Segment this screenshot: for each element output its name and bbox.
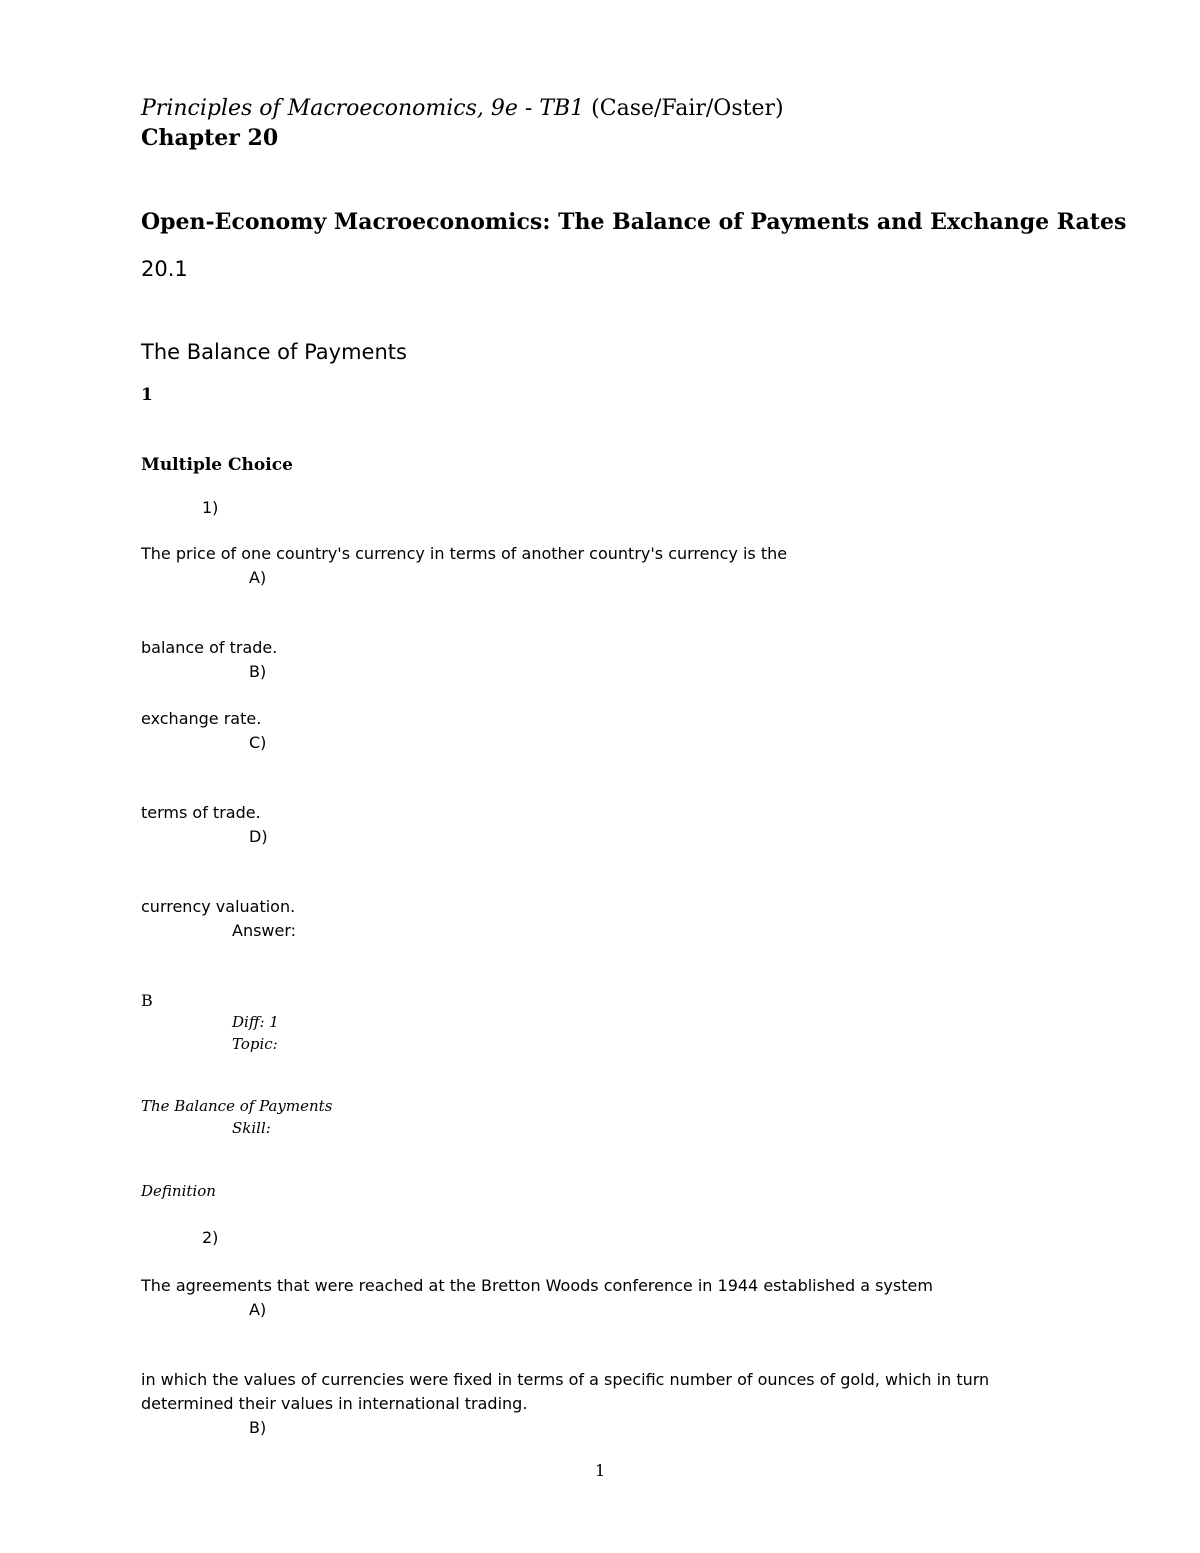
option-text: currency valuation. (141, 897, 296, 916)
question-type: Multiple Choice (141, 455, 293, 475)
question-number: 2) (202, 1228, 219, 1247)
option-label: C) (249, 733, 267, 752)
chapter-label: Chapter 20 (141, 125, 279, 151)
book-authors: (Case/Fair/Oster) (584, 96, 784, 121)
topic-value: The Balance of Payments (141, 1097, 333, 1115)
option-text: exchange rate. (141, 709, 262, 728)
chapter-title: Open-Economy Macroeconomics: The Balance of Payments and Exchange Rates (141, 209, 1127, 235)
option-label: B) (249, 662, 267, 681)
option-text: balance of trade. (141, 638, 278, 657)
option-text: terms of trade. (141, 803, 261, 822)
option-label: D) (249, 827, 268, 846)
book-title-line (141, 98, 784, 120)
section-title: The Balance of Payments (141, 340, 407, 364)
skill-label: Skill: (232, 1119, 271, 1137)
option-text-continued: determined their values in international trading. (141, 1394, 528, 1413)
question-number: 1) (202, 498, 219, 517)
option-label: B) (249, 1418, 267, 1437)
option-label: A) (249, 1300, 267, 1319)
book-title: Principles of Macroeconomics, 9e - TB1 (141, 96, 585, 121)
question-stem: The price of one country's currency in terms of another country's currency is the (141, 544, 788, 563)
answer-value: B (141, 991, 153, 1010)
skill-value: Definition (141, 1182, 216, 1200)
question-stem: The agreements that were reached at the Bretton Woods conference in 1944 established a system (141, 1276, 933, 1295)
answer-label: Answer: (232, 921, 297, 940)
page-number: 1 (595, 1461, 606, 1480)
option-label: A) (249, 568, 267, 587)
topic-label: Topic: (232, 1035, 278, 1053)
section-number: 20.1 (141, 257, 188, 281)
item-number: 1 (141, 385, 153, 405)
difficulty: Diff: 1 (232, 1013, 279, 1031)
option-text: in which the values of currencies were fixed in terms of a specific number of ounces of gold, which in turn (141, 1370, 990, 1389)
